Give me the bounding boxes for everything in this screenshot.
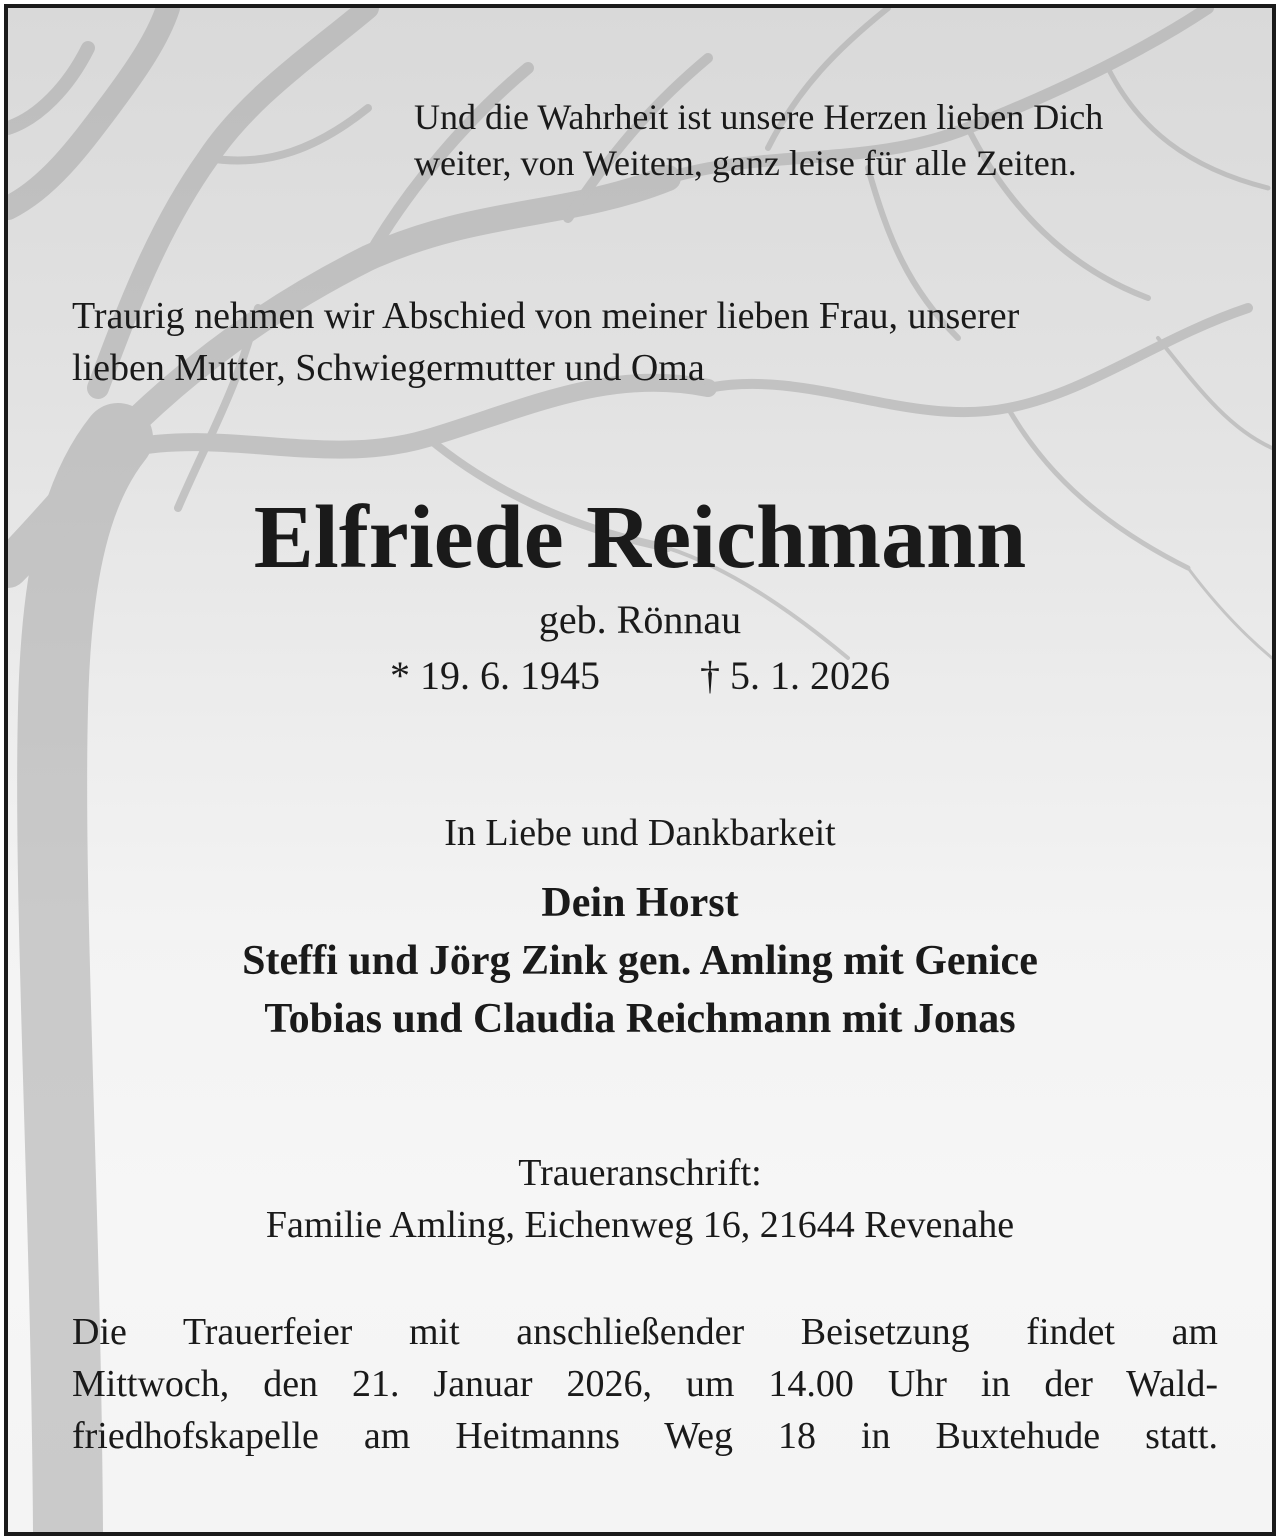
service-line: Die Trauerfeier mit anschließender Beisetzung findet am (72, 1311, 1218, 1353)
closing-phrase: In Liebe und Dankbarkeit (444, 812, 836, 854)
birth-date: * 19. 6. 1945 (390, 653, 600, 698)
obituary-notice (4, 4, 1276, 1536)
address-label: Traueranschrift: (518, 1152, 762, 1194)
service-line: friedhofskapelle am Heitmanns Weg 18 in Buxtehude statt. (72, 1415, 1218, 1457)
intro-line: Traurig nehmen wir Abschied von meiner lieben Frau, unserer (72, 295, 1020, 337)
mourning-address: Familie Amling, Eichenweg 16, 21644 Revenahe (265, 1204, 1015, 1246)
motto-line: Und die Wahrheit ist unsere Herzen lieben Dich (414, 97, 1104, 137)
mourner-line: Steffi und Jörg Zink gen. Amling mit Genice (242, 938, 1038, 984)
mourners-list (8, 874, 1272, 1048)
intro-line: lieben Mutter, Schwiegermutter und Oma (72, 347, 705, 389)
deceased-name: Elfriede Reichmann (253, 488, 1027, 587)
motto-line: weiter, von Weitem, ganz leise für alle Zeiten. (414, 143, 1077, 183)
mourner-line: Tobias und Claudia Reichmann mit Jonas (264, 996, 1016, 1042)
maiden-name: geb. Rönnau (538, 597, 742, 642)
intro-text (72, 290, 1218, 394)
service-line: Mittwoch, den 21. Januar 2026, um 14.00 Uhr in der Wald- (72, 1363, 1218, 1405)
motto-verse (414, 94, 1234, 186)
life-dates (8, 650, 1272, 702)
mourner-line: Dein Horst (541, 880, 739, 926)
death-date: † 5. 1. 2026 (700, 653, 890, 698)
tree-silhouette-background (8, 8, 1272, 1532)
funeral-service-info (72, 1306, 1218, 1462)
